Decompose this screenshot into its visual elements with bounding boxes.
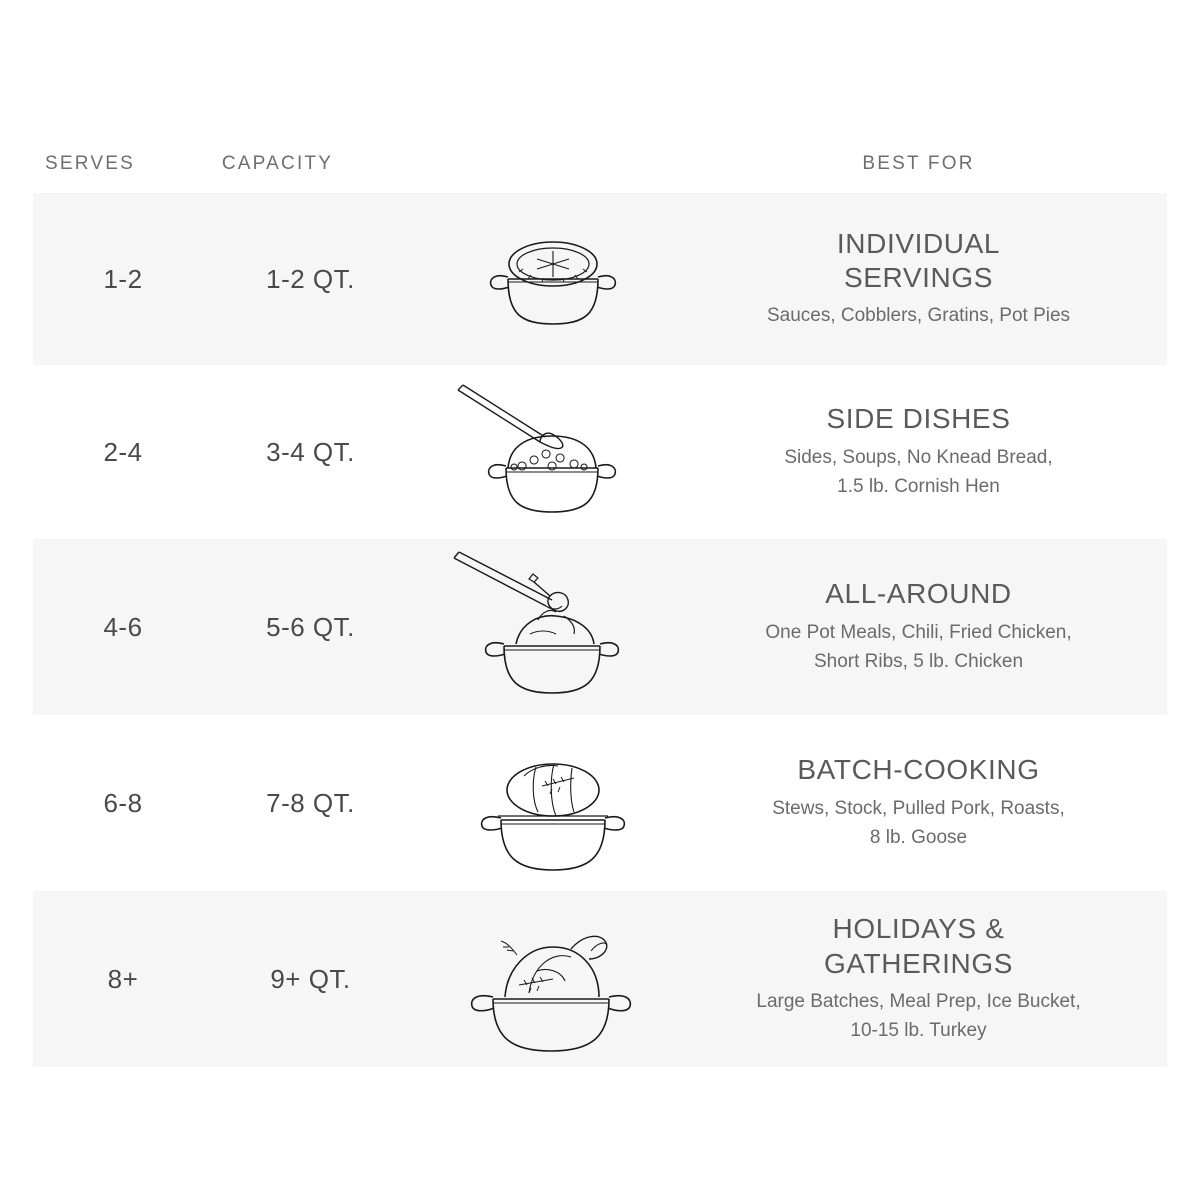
header-label-best-for: BEST FOR <box>862 153 975 174</box>
dutch-oven-roast-icon <box>446 728 661 878</box>
best-for-title: ALL-AROUND <box>825 578 1012 610</box>
cell-illustration <box>408 380 698 525</box>
table-row <box>33 715 1167 891</box>
cell-illustration <box>408 728 698 878</box>
cell-serves: 2-4 <box>103 436 143 467</box>
best-for-title: SIDE DISHES <box>826 403 1011 435</box>
cell-serves: 1-2 <box>103 263 143 294</box>
best-for-title: INDIVIDUAL SERVINGS <box>836 228 1001 294</box>
dutch-oven-side-dish-spoon-icon <box>448 380 658 525</box>
best-for-description: Sides, Soups, No Knead Bread, 1.5 lb. Cornish Hen <box>784 446 1053 498</box>
table-row <box>33 539 1167 715</box>
cell-best-for <box>698 753 1167 852</box>
header-cell-serves <box>0 153 180 175</box>
best-for-description: One Pot Meals, Chili, Fried Chicken, Short Ribs, 5 lb. Chicken <box>765 621 1072 673</box>
cell-illustration <box>408 550 698 705</box>
cell-best-for <box>698 912 1167 1045</box>
best-for-description: Large Batches, Meal Prep, Ice Bucket, 10-15 lb. Turkey <box>756 990 1081 1042</box>
best-for-description: Sauces, Cobblers, Gratins, Pot Pies <box>766 305 1071 327</box>
dutch-oven-pot-pie-icon <box>453 219 653 339</box>
chart-header <box>0 0 1200 175</box>
table-row <box>33 365 1167 539</box>
cell-best-for <box>698 227 1167 331</box>
cell-illustration <box>408 219 698 339</box>
chart-rows <box>0 193 1200 1067</box>
best-for-title: HOLIDAYS & GATHERINGS <box>823 913 1014 979</box>
cell-capacity: 1-2 QT. <box>266 263 355 294</box>
header-cell-capacity <box>180 153 375 175</box>
cell-serves: 4-6 <box>103 611 143 642</box>
header-cell-best-for <box>665 153 1200 175</box>
best-for-description: Stews, Stock, Pulled Pork, Roasts, 8 lb. Goose <box>772 797 1065 849</box>
cell-illustration <box>408 899 698 1059</box>
table-row <box>33 193 1167 365</box>
cell-capacity: 5-6 QT. <box>266 611 355 642</box>
dutch-oven-turkey-icon <box>441 899 666 1059</box>
dutch-oven-chicken-tongs-icon <box>446 550 661 705</box>
table-row <box>33 891 1167 1067</box>
cell-serves: 8+ <box>107 963 139 994</box>
cell-best-for <box>698 577 1167 676</box>
cell-capacity: 3-4 QT. <box>266 436 355 467</box>
cell-serves: 6-8 <box>103 787 143 818</box>
cell-best-for <box>698 402 1167 501</box>
best-for-title: BATCH-COOKING <box>797 754 1040 786</box>
header-label-serves: SERVES <box>45 153 135 174</box>
cell-capacity: 9+ QT. <box>270 963 351 994</box>
header-label-capacity: CAPACITY <box>221 153 334 174</box>
cell-capacity: 7-8 QT. <box>266 787 355 818</box>
